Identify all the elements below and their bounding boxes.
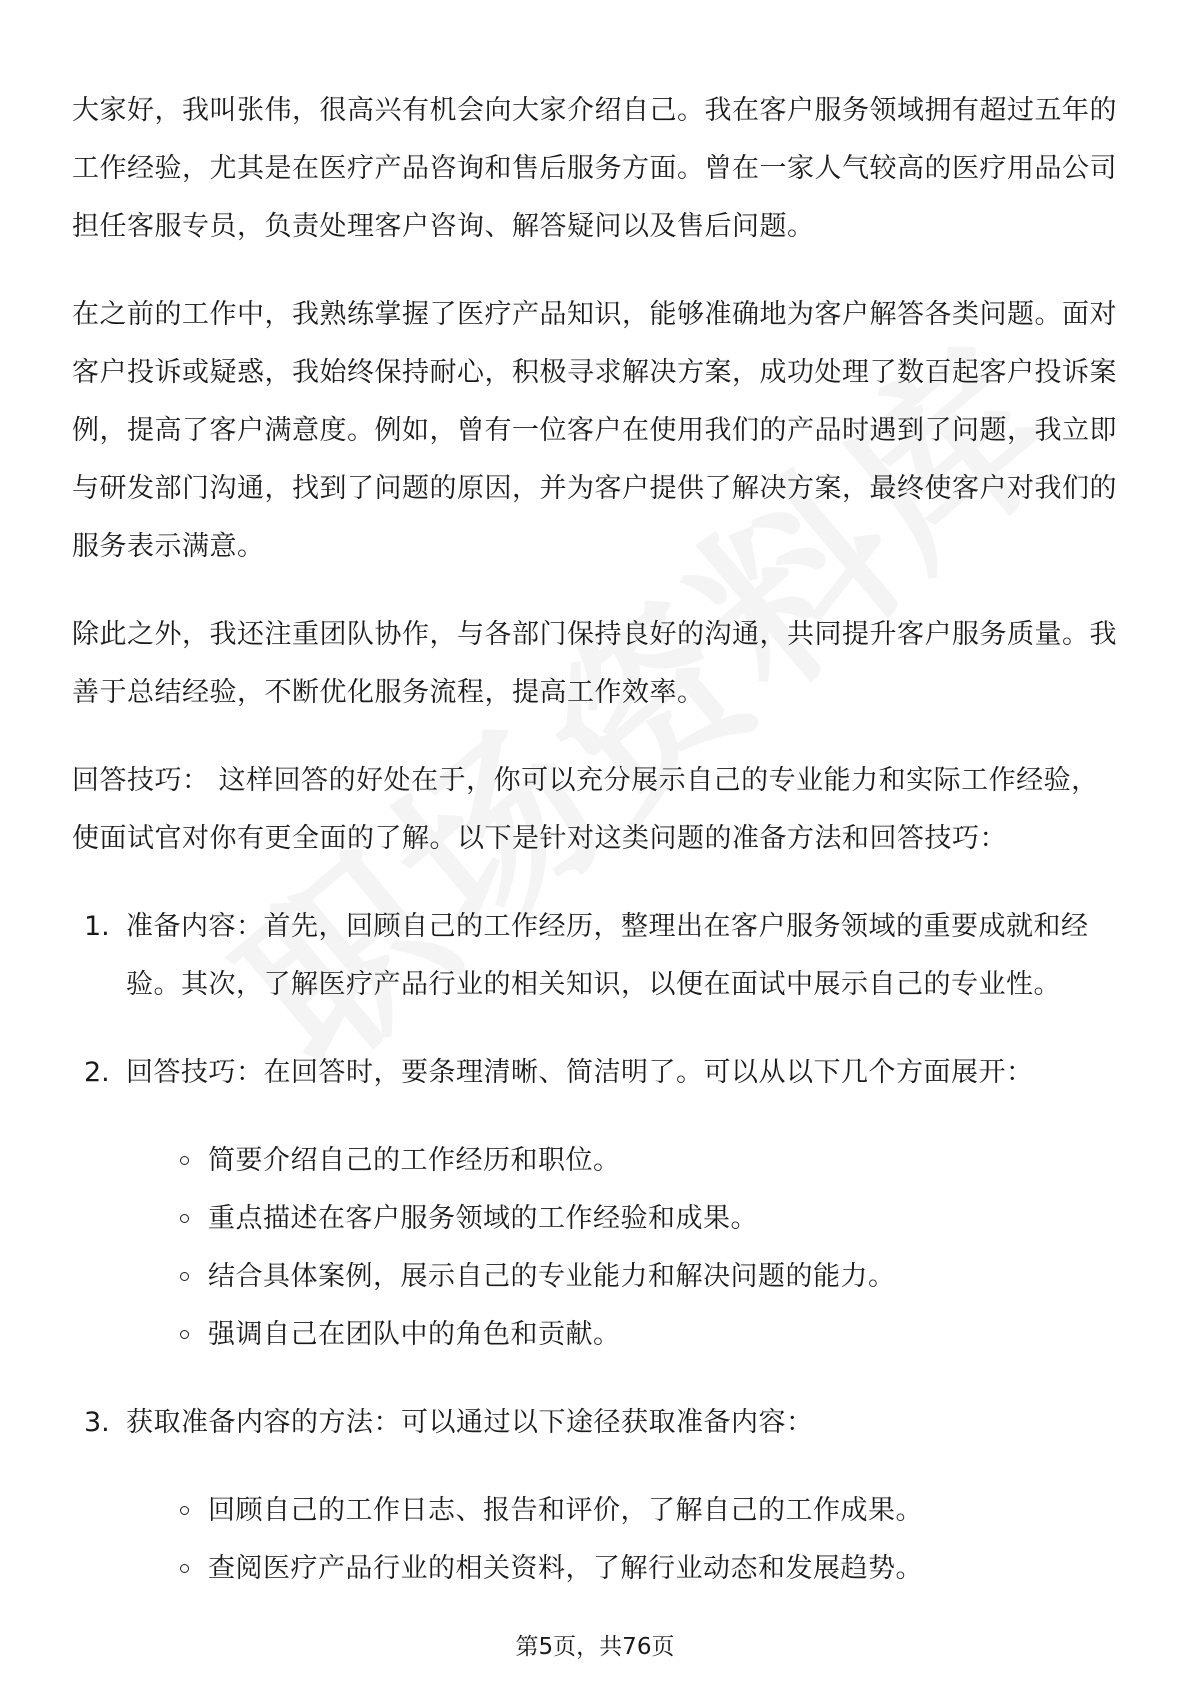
list-item bbox=[180, 1482, 1122, 1540]
list-item-text: 回答技巧：在回答时，要条理清晰、简洁明了。可以从以下几个方面展开： bbox=[126, 1057, 1034, 1088]
paragraph: 在之前的工作中，我熟练掌握了医疗产品知识，能够准确地为客户解答各类问题。面对客户投诉或疑惑，我始终保持耐心，积极寻求解决方案，成功处理了数百起客户投诉案例，提高了客户满意度。例如，曾有一位客户在使用我们的产品时遇到了问题，我立即与研发部门沟通，找到了问题的原因，并为客户提供了解决方案，最终使客户对我们的服务表示满意。 bbox=[72, 299, 1117, 562]
circle-bullet-icon bbox=[180, 1156, 189, 1165]
list-item bbox=[180, 1306, 1122, 1364]
paragraph: 大家好，我叫张伟，很高兴有机会向大家介绍自己。我在客户服务领域拥有超过五年的工作经验，尤其是在医疗产品咨询和售后服务方面。曾在一家人气较高的医疗用品公司担任客服专员，负责处理客户咨询、解答疑问以及售后问题。 bbox=[72, 95, 1117, 242]
list-item bbox=[180, 1540, 1122, 1598]
ordered-list-item bbox=[72, 1044, 1122, 1102]
bullet-list bbox=[72, 1132, 1122, 1364]
paragraph: 除此之外，我还注重团队协作，与各部门保持良好的沟通，共同提升客户服务质量。我善于总结经验，不断优化服务流程，提高工作效率。 bbox=[72, 619, 1117, 708]
list-item-text: 回顾自己的工作日志、报告和评价，了解自己的工作成果。 bbox=[208, 1495, 923, 1526]
list-item-text: 获取准备内容的方法：可以通过以下途径获取准备内容： bbox=[126, 1407, 814, 1438]
document-body bbox=[72, 82, 1122, 1628]
list-item bbox=[180, 1132, 1122, 1190]
circle-bullet-icon bbox=[180, 1272, 189, 1281]
circle-bullet-icon bbox=[180, 1330, 189, 1339]
circle-bullet-icon bbox=[180, 1564, 189, 1573]
list-number: 3. bbox=[84, 1407, 110, 1438]
paragraph: 回答技巧： 这样回答的好处在于，你可以充分展示自己的专业能力和实际工作经验，使面试官对你有更全面的了解。以下是针对这类问题的准备方法和回答技巧： bbox=[72, 765, 1099, 854]
ordered-list-item bbox=[72, 898, 1122, 1014]
ordered-list-item bbox=[72, 1394, 1122, 1452]
list-item bbox=[180, 1248, 1122, 1306]
list-number: 2. bbox=[84, 1057, 110, 1088]
list-item-text: 查阅医疗产品行业的相关资料，了解行业动态和发展趋势。 bbox=[208, 1553, 923, 1584]
circle-bullet-icon bbox=[180, 1214, 189, 1223]
list-item bbox=[180, 1190, 1122, 1248]
page-footer: 第5页，共76页 bbox=[515, 1634, 675, 1660]
list-item-text: 强调自己在团队中的角色和贡献。 bbox=[208, 1319, 621, 1350]
list-item-text: 结合具体案例，展示自己的专业能力和解决问题的能力。 bbox=[208, 1261, 896, 1292]
list-item-text: 重点描述在客户服务领域的工作经验和成果。 bbox=[208, 1203, 758, 1234]
circle-bullet-icon bbox=[180, 1506, 189, 1515]
list-item-text: 简要介绍自己的工作经历和职位。 bbox=[208, 1145, 621, 1176]
bullet-list bbox=[72, 1482, 1122, 1598]
list-number: 1. bbox=[84, 911, 110, 942]
list-item-text: 准备内容：首先，回顾自己的工作经历，整理出在客户服务领域的重要成就和经验。其次，了解医疗产品行业的相关知识，以便在面试中展示自己的专业性。 bbox=[126, 911, 1089, 1000]
